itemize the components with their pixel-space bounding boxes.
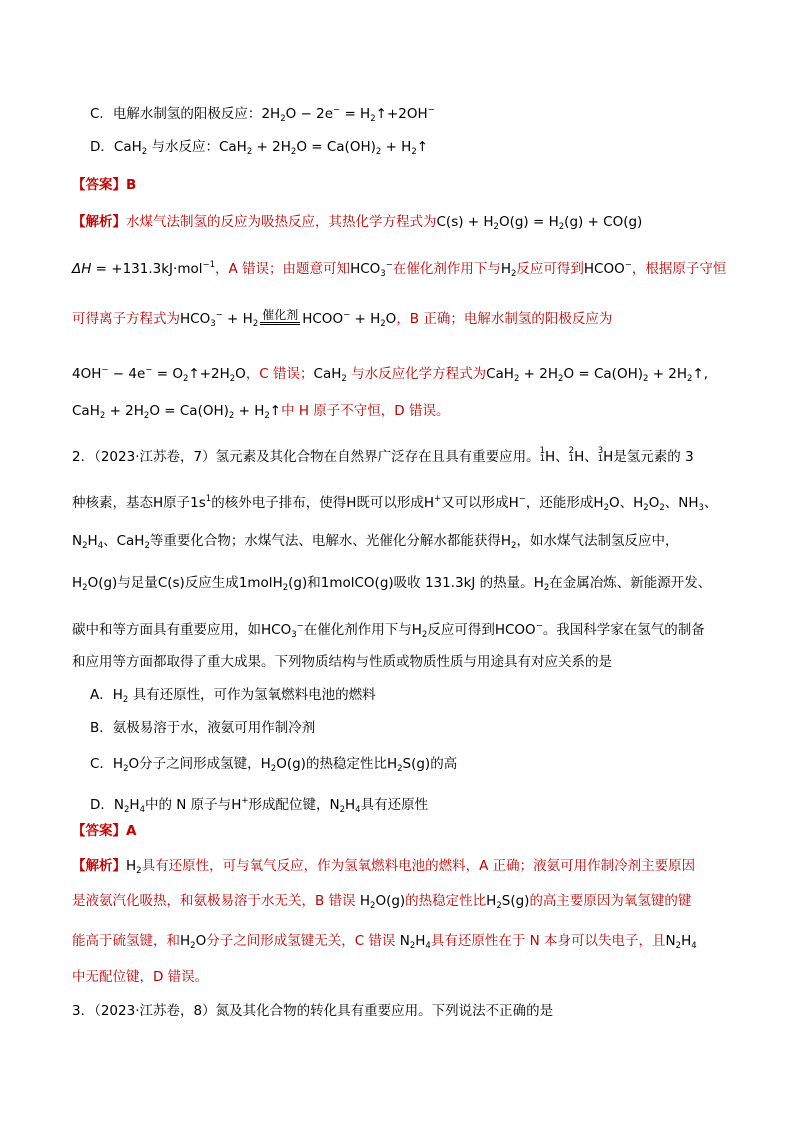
q2-line-3: $N_2H_4$、CaH$_2$等重要化合物；水煤气法、电解水、光催化分解水都能获得$H_2$，如水煤气法制氢反应中，: [72, 533, 679, 551]
q2-line-1: 2．（2023·江苏卷，7）氢元素及其化合物在自然界广泛存在且具有重要应用。1 1H、2 1H、3 1H是氢元素的 3: [72, 446, 694, 465]
q2-line-6: 和应用等方面都取得了重大成果。下列物质结构与性质或物质性质与用途具有对应关系的是: [72, 654, 612, 670]
analysis-2-line-4: 中无配位键，D 错误。: [72, 969, 209, 985]
answer-line-2: 【答案】A: [72, 823, 137, 839]
answer-line-1: 【答案】B: [72, 177, 137, 193]
analysis-2-line-2: 是液氨汽化吸热，和氨极易溶于水无关，B 错误 $H_2O(g)$的热稳定性比$H_2S(g)$的高主要原因为氧氢键的键: [72, 893, 692, 911]
option-d: D．CaH$_2$ 与水反应：$CaH_2 + 2H_2O = Ca(OH)_2$ + $H_2↑$: [90, 139, 429, 157]
analysis-1-line-2: ΔH = +131.3kJ·mol$^{-1}$，A 错误；由题意可知$HCO_3^-$在催化剂作用下与$H_2$反应可得到HCOO−，根据原子守恒: [72, 260, 727, 279]
analysis-1-line-4: $4OH^- - 4e^- = O_2↑+2H_2O$，C 错误；CaH$_2$ 与水反应化学方程式为$CaH_2 + 2H_2O = Ca(OH)_2$ + $2H_2↑$,: [72, 365, 709, 384]
catalyst-arrow: 催化剂: [258, 309, 302, 325]
analysis-1-line-1: 【解析】水煤气法制氢的反应为吸热反应，其热化学方程式为$C(s) + H_2O(g) = H_2(g) + CO(g)$: [72, 214, 643, 232]
q2-option-d: D．$N_2H_4$中的 N 原子与H+形成配位键，$N_2H_4$具有还原性: [90, 796, 429, 815]
q2-option-a: A．$H_2$ 具有还原性，可作为氢氧燃料电池的燃料: [90, 687, 376, 705]
analysis-1-line-3: 可得离子方程式为$HCO_3^- + H_2$ 催化剂 HCOO− + $H_2O$，B 正确；电解水制氢的阳极反应为: [72, 308, 613, 329]
q2-line-5: 碳中和等方面具有重要应用，如$HCO_3^-$在催化剂作用下与$H_2$反应可得到HCOO−。我国科学家在氢气的制备: [72, 621, 705, 640]
q3-line-1: 3．（2023·江苏卷，8）氮及其化合物的转化具有重要应用。下列说法不正确的是: [72, 1003, 554, 1019]
option-c: C．电解水制氢的阳极反应：$2H_2O - 2e^-$ = $H_2↑+2OH^-$: [90, 105, 435, 124]
q2-line-2: 种核素，基态H原子$1s^1$的核外电子排布，使得H既可以形成H+又可以形成H−，还能形成$H_2O$、$H_2O_2$、$NH_3$、: [72, 494, 718, 513]
q2-option-c: C．$H_2O$分子之间形成氢键，$H_2O(g)$的热稳定性比$H_2S(g)$的高: [90, 756, 458, 774]
analysis-2-line-3: 能高于硫氢键，和$H_2O$分子之间形成氢键无关，C 错误 $N_2H_4$具有还原性在于 N 本身可以失电子，且$N_2H_4$: [72, 933, 697, 951]
analysis-2-line-1: 【解析】$H_2$具有还原性，可与氧气反应，作为氢氧燃料电池的燃料，A 正确；液氨可用作制冷剂主要原因: [72, 858, 696, 876]
analysis-1-line-5: $CaH_2 + 2H_2O = Ca(OH)_2$ + $H_2↑$中 H 原子不守恒，D 错误。: [72, 403, 450, 421]
q2-line-4: $H_2O(g)$与足量C(s)反应生成1molH$_2$(g)和1molCO(g)吸收 131.3kJ 的热量。$H_2$在金属冶炼、新能源开发、: [72, 575, 712, 593]
q2-option-b: B．氨极易溶于水，液氨可用作制冷剂: [90, 720, 316, 736]
